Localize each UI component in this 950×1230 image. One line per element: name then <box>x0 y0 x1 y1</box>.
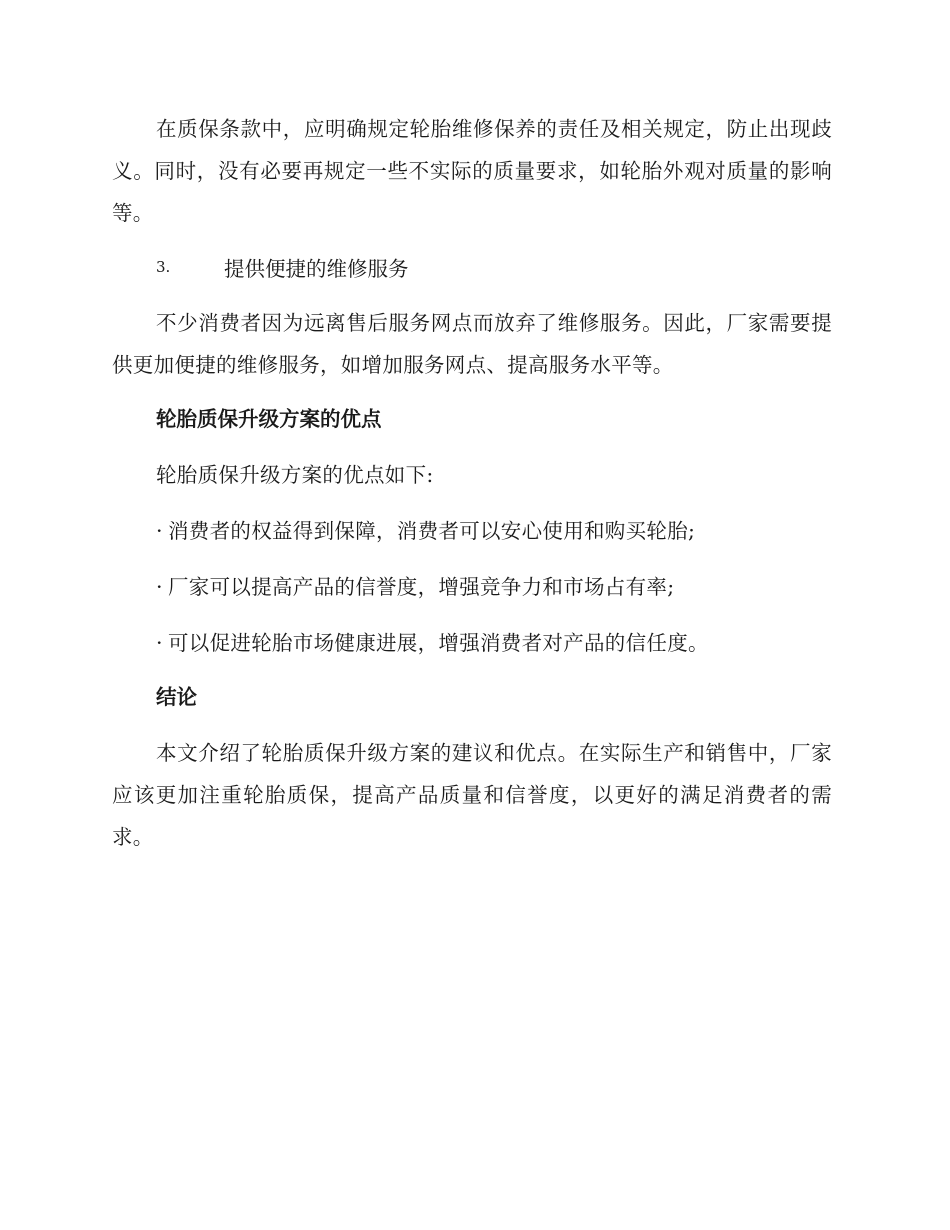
bullet-text: 可以促进轮胎市场健康进展，增强消费者对产品的信任度。 <box>168 631 709 655</box>
heading-conclusion: 结论 <box>156 685 197 709</box>
bullet-marker: · <box>156 575 163 599</box>
bullet-marker: · <box>156 519 163 543</box>
numbered-item <box>112 246 832 288</box>
bullet-item <box>112 566 832 608</box>
heading-advantages: 轮胎质保升级方案的优点 <box>156 407 382 431</box>
paragraph-repair-service: 不少消费者因为远离售后服务网点而放弃了维修服务。因此，厂家需要提供更加便捷的维修服务，如增加服务网点、提高服务水平等。 <box>112 311 832 377</box>
document-body <box>112 108 832 858</box>
bullet-marker: · <box>156 631 163 655</box>
paragraph-advantages-intro: 轮胎质保升级方案的优点如下: <box>156 463 434 487</box>
bullet-text: 消费者的权益得到保障，消费者可以安心使用和购买轮胎; <box>168 519 696 543</box>
list-number: 3. <box>156 258 171 276</box>
bullet-text: 厂家可以提高产品的信誉度，增强竞争力和市场占有率; <box>168 575 675 599</box>
paragraph-conclusion: 本文介绍了轮胎质保升级方案的建议和优点。在实际生产和销售中，厂家应该更加注重轮胎质保，提高产品质量和信誉度，以更好的满足消费者的需求。 <box>112 741 832 849</box>
paragraph-warranty-terms: 在质保条款中，应明确规定轮胎维修保养的责任及相关规定，防止出现歧义。同时，没有必要再规定一些不实际的质量要求，如轮胎外观对质量的影响等。 <box>112 117 832 225</box>
list-item-text: 提供便捷的维修服务 <box>224 257 409 281</box>
bullet-item <box>112 622 832 664</box>
bullet-item <box>112 510 832 552</box>
